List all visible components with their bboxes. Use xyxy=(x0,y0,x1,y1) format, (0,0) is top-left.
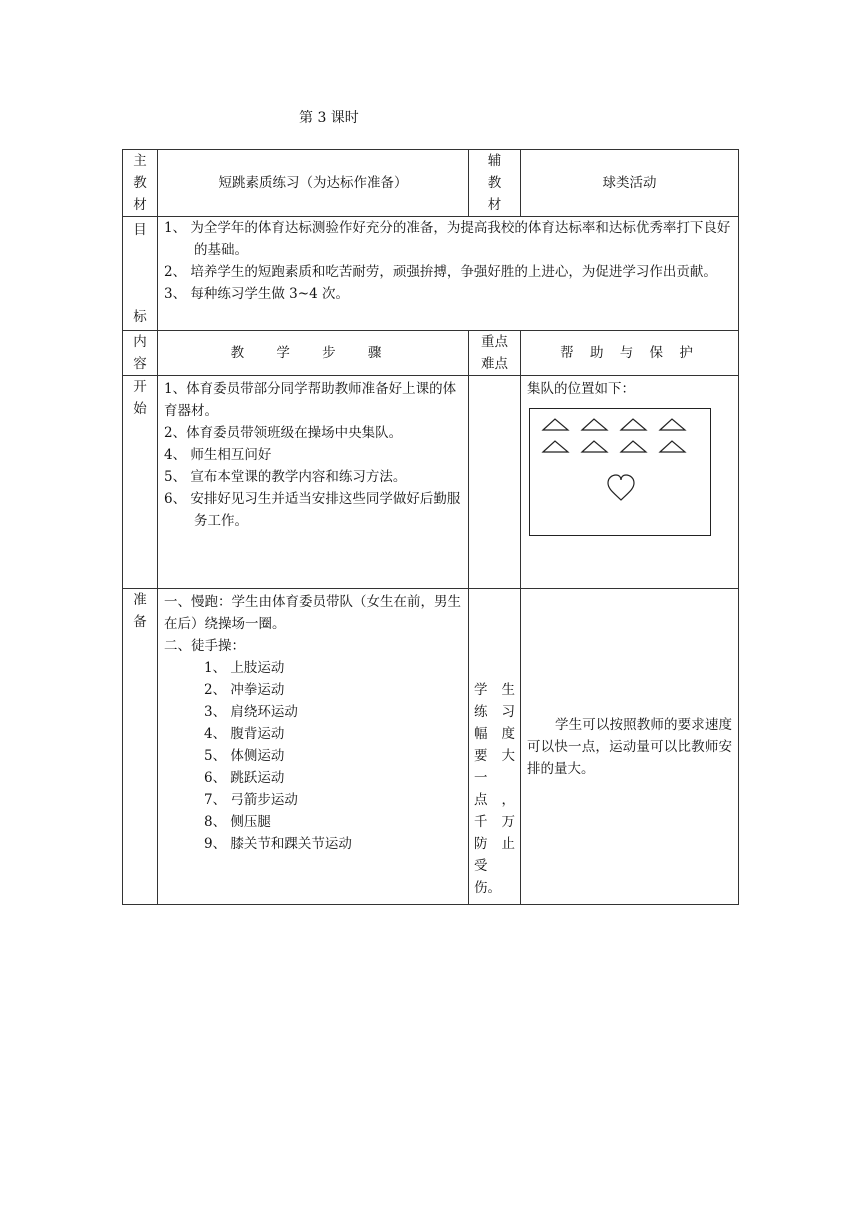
goal-item: 2、 培养学生的短跑素质和吃苦耐劳，顽强拚搏，争强好胜的上进心，为促进学习作出贡献。 xyxy=(164,264,717,280)
main-material-label: 主 教 材 xyxy=(123,150,158,217)
help-protect-header: 帮 助 与 保 护 xyxy=(521,331,739,376)
lesson-title: 第 3 课时 xyxy=(299,110,359,126)
section-header-row xyxy=(123,331,739,376)
goals-row xyxy=(123,217,739,331)
teacher-heart-icon xyxy=(608,475,634,500)
exercise-item: 4、 腹背运动 xyxy=(204,726,285,742)
exercise-item: 6、 跳跃运动 xyxy=(204,770,285,786)
step-item: 5、 宣布本堂课的教学内容和练习方法。 xyxy=(164,469,407,485)
start-section-row xyxy=(123,376,739,589)
step-item: 1、体育委员带部分同学帮助教师准备好上课的体育器材。 xyxy=(164,381,457,419)
exercise-item: 8、 侧压腿 xyxy=(204,814,271,830)
aux-material-text: 球类活动 xyxy=(521,150,739,217)
teaching-steps-header: 教 学 步 骤 xyxy=(158,331,469,376)
prep-help-text: 学生可以按照教师的要求速度可以快一点，运动量可以比教师安排的量大。 xyxy=(527,716,732,777)
formation-diagram xyxy=(529,408,711,536)
materials-row xyxy=(123,150,739,217)
formation-caption: 集队的位置如下： xyxy=(527,381,635,397)
start-steps xyxy=(158,376,469,589)
student-triangle-icon xyxy=(582,441,607,452)
formation-diagram-svg xyxy=(530,409,710,535)
prep-intro-item: 一、慢跑：学生由体育委员带队（女生在前，男生在后）绕操场一圈。 xyxy=(164,594,461,632)
exercise-item: 9、 膝关节和踝关节运动 xyxy=(204,836,352,852)
aux-material-label: 辅 教 材 xyxy=(469,150,521,217)
prep-steps xyxy=(158,589,469,905)
goal-item: 1、 为全学年的体育达标测验作好充分的准备，为提高我校的体育达标率和达标优秀率打下良好的基础。 xyxy=(164,220,731,258)
prep-intro-item: 二、徒手操： xyxy=(164,638,245,654)
exercise-item: 1、 上肢运动 xyxy=(204,660,285,676)
content-label: 内 容 xyxy=(123,331,158,376)
exercise-item: 2、 冲拳运动 xyxy=(204,682,285,698)
exercise-item: 7、 弓箭步运动 xyxy=(204,792,298,808)
prep-help xyxy=(521,589,739,905)
student-triangle-icon xyxy=(543,419,568,430)
start-help xyxy=(521,376,739,589)
goals-content xyxy=(158,217,739,331)
student-triangle-icon xyxy=(543,441,568,452)
step-item: 4、 师生相互问好 xyxy=(164,447,272,463)
start-label: 开 始 xyxy=(123,376,158,589)
student-triangle-icon xyxy=(621,419,646,430)
step-item: 2、体育委员带领班级在操场中央集队。 xyxy=(164,425,403,441)
key-points-header: 重点 难点 xyxy=(469,331,521,376)
goals-label: 目 标 xyxy=(123,217,158,331)
student-triangle-icon xyxy=(582,419,607,430)
prep-section-row xyxy=(123,589,739,905)
start-key-points xyxy=(469,376,521,589)
exercise-item: 5、 体侧运动 xyxy=(204,748,285,764)
step-item: 6、 安排好见习生并适当安排这些同学做好后勤服务工作。 xyxy=(164,491,461,529)
student-triangle-icon xyxy=(660,419,685,430)
exercise-item: 3、 肩绕环运动 xyxy=(204,704,298,720)
goal-item: 3、 每种练习学生做 3~4 次。 xyxy=(164,286,349,302)
student-triangle-icon xyxy=(621,441,646,452)
student-triangle-icon xyxy=(660,441,685,452)
prep-label: 准 备 xyxy=(123,589,158,905)
main-material-text: 短跳素质练习（为达标作准备） xyxy=(158,150,469,217)
lesson-plan-table xyxy=(122,149,739,905)
prep-key-points: 学 生 练 习 幅 度 要 大 一 点 ， 千 万 防 止 受 伤。 xyxy=(469,589,521,905)
